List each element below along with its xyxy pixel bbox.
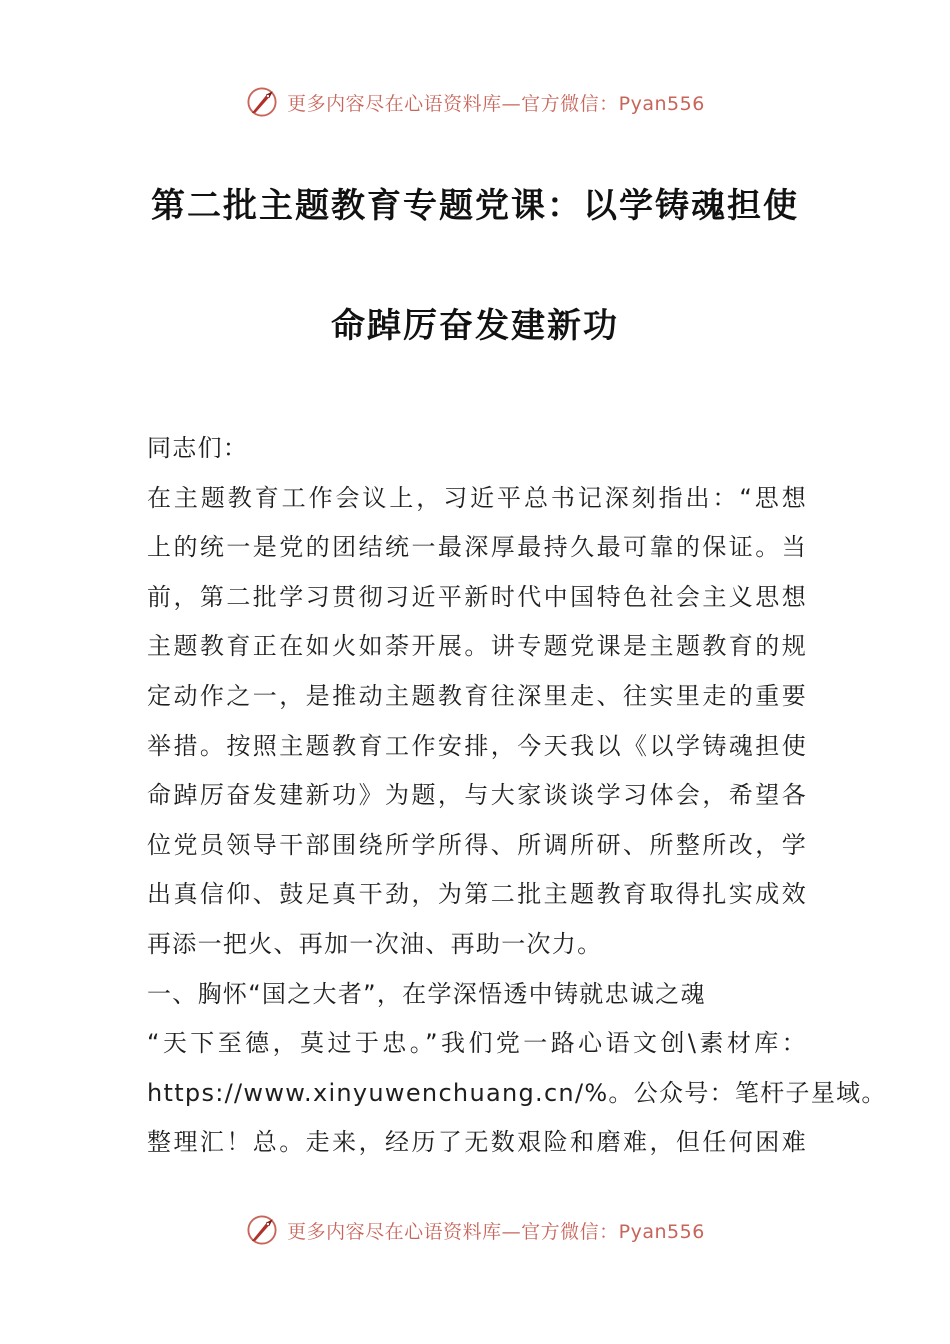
- title-line-2: 命踔厉奋发建新功: [331, 306, 619, 346]
- paragraph-line: 再添一把火、再加一次油、再助一次力。: [147, 929, 603, 958]
- footer-banner: [0, 1210, 950, 1250]
- pen-nib-logo-icon: [245, 85, 279, 119]
- title-line-1: 第二批主题教育专题党课：以学铸魂担使: [151, 186, 799, 226]
- paragraph-line: 在主题教育工作会议上，习近平总书记深刻指出：“思想: [147, 483, 807, 512]
- paragraph-line: 举措。按照主题教育工作安排，今天我以《以学铸魂担使: [147, 731, 807, 760]
- salutation: 同志们：: [147, 434, 249, 462]
- paragraph-line-url: https://www.xinyuwenchuang.cn/%。公众号：笔杆子星域。: [147, 1078, 887, 1107]
- paragraph-line: 定动作之一，是推动主题教育往深里走、往实里走的重要: [147, 681, 807, 710]
- paragraph-line: 命踔厉奋发建新功》为题，与大家谈谈学习体会，希望各: [147, 781, 807, 810]
- banner-text: 更多内容尽在心语资料库—官方微信：Pyan556: [287, 92, 705, 115]
- paragraph-line: 上的统一是党的团结统一最深厚最持久最可靠的保证。当: [147, 533, 807, 562]
- paragraph-line: 位党员领导干部围绕所学所得、所调所研、所整所改，学: [147, 830, 807, 859]
- paragraph-line: 出真信仰、鼓足真干劲，为第二批主题教育取得扎实成效: [147, 880, 807, 909]
- pen-nib-logo-icon: [245, 1213, 279, 1247]
- paragraph-line: 整理汇！总。走来，经历了无数艰险和磨难，但任何困难: [147, 1128, 807, 1157]
- section-heading: 一、胸怀“国之大者”，在学深悟透中铸就忠诚之魂: [147, 979, 706, 1008]
- paragraph-line: 主题教育正在如火如荼开展。讲专题党课是主题教育的规: [147, 632, 807, 661]
- paragraph-line: “天下至德，莫过于忠。”我们党一路心语文创\素材库：: [147, 1029, 807, 1058]
- body-text: [147, 424, 887, 1168]
- banner-text: 更多内容尽在心语资料库—官方微信：Pyan556: [287, 1220, 705, 1243]
- paragraph-line: 前，第二批学习贯彻习近平新时代中国特色社会主义思想: [147, 582, 807, 611]
- header-banner: [0, 82, 950, 122]
